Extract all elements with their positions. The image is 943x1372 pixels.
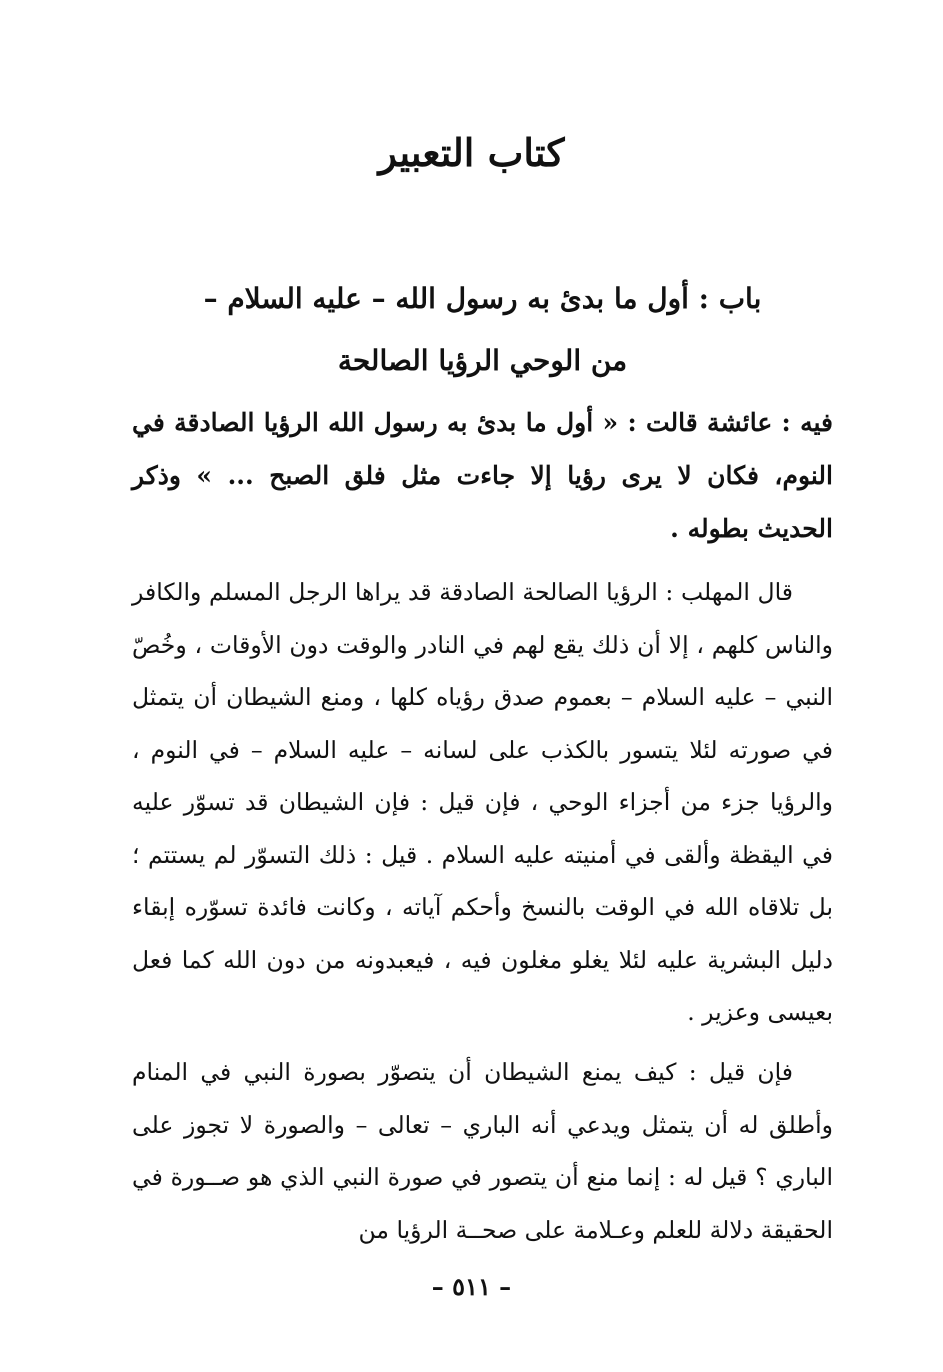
commentary-paragraph-1: قال المهلب : الرؤيا الصالحة الصادقة قد يراها الرجل المسلم والكافر والناس كلهم ، إلا أن ذلك يقع لهم في النادر والوقت دون الأوقات ، وخُصّ النبي – عليه السلام – بعموم صدق رؤياه كلها ، ومنع الشيطان أن يتمثل في صورته لئلا يتسور بالكذب على لسانه – عليه السلام – في النوم ، والرؤيا جزء من أجزاء الوحي ، فإن قيل : فإن الشيطان قد تسوّر عليه في اليقظة وألقى في أمنيته عليه السلام . قيل : ذلك التسوّر لم يستتم ؛ بل تلاقاه الله في الوقت بالنسخ وأحكم آياته ، وكانت فائدة تسوّره إبقاء دليل البشرية عليه لئلا يغلو مغلون فيه ، فيعبدونه من دون الله كما فعل بعيسى وعزير .	[132, 578, 833, 1026]
hadith-text: فيه : عائشة قالت : « أول ما بدئ به رسول الله الرؤيا الصادقة في النوم، فكان لا يرى رؤيا إلا جاءت مثل فلق الصبح ... » وذكر الحديث بطوله .	[132, 408, 833, 543]
chapter-title-line-2: من الوحي الرؤيا الصالحة	[337, 344, 628, 377]
commentary-paragraph-2: فإن قيل : كيف يمنع الشيطان أن يتصوّر بصورة النبي في المنام وأطلق له أن يتمثل ويدعي أنه الباري – تعالى – والصورة لا تجوز على الباري ؟ قيل له : إنما منع أن يتصور في صورة النبي الذي هو صــورة في الحقيقة دلالة للعلم وعـلامة على صحــة الرؤيا من	[132, 1058, 833, 1244]
book-title: كتاب التعبير	[378, 130, 565, 175]
chapter-title	[132, 268, 833, 392]
chapter-title-line-1: باب : أول ما بدئ به رسول الله – عليه السلام –	[203, 282, 762, 315]
page-number: – ٥١١ –	[431, 1272, 512, 1301]
